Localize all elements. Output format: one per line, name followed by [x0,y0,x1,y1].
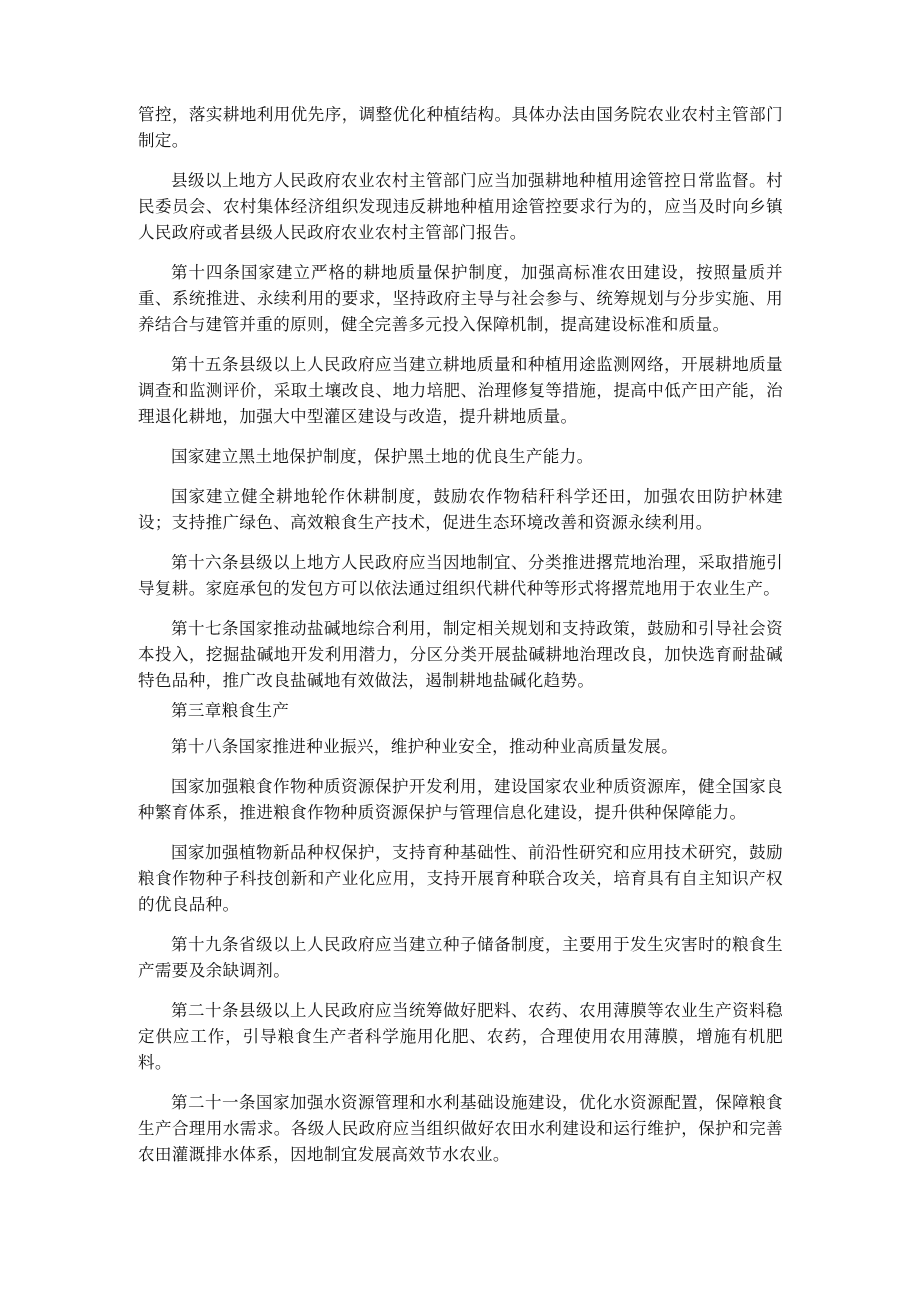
article-17: 第十七条国家推动盐碱地综合利用，制定相关规划和支持政策，鼓励和引导社会资本投入，挖掘盐碱地开发利用潜力，分区分类开展盐碱耕地治理改良，加快选育耐盐碱特色品种，推广改良盐碱地有效做法，遏制耕地盐碱化趋势。 [138,619,783,690]
paragraph: 国家建立黑土地保护制度，保护黑土地的优良生产能力。 [171,447,594,466]
paragraph: 国家加强植物新品种权保护，支持育种基础性、前沿性研究和应用技术研究，鼓励粮食作物种子科技创新和产业化应用，支持开展育种联合攻关，培育具有自主知识产权的优良品种。 [138,843,783,914]
paragraph: 县级以上地方人民政府农业农村主管部门应当加强耕地种植用途管控日常监督。村民委员会、农村集体经济组织发现违反耕地种植用途管控要求行为的，应当及时向乡镇人民政府或者县级人民政府农业农村主管部门报告。 [138,171,783,242]
article-19: 第十九条省级以上人民政府应当建立种子储备制度，主要用于发生灾害时的粮食生产需要及余缺调剂。 [138,935,783,980]
paragraph: 国家加强粮食作物种质资源保护开发利用，建设国家农业种质资源库，健全国家良种繁育体系，推进粮食作物种质资源保护与管理信息化建设，提升供种保障能力。 [138,777,783,822]
article-18: 第十八条国家推进种业振兴，维护种业安全，推动种业高质量发展。 [171,737,678,756]
article-14: 第十四条国家建立严格的耕地质量保护制度，加强高标准农田建设，按照量质并重、系统推进、永续利用的要求，坚持政府主导与社会参与、统筹规划与分步实施、用养结合与建管并重的原则，健全完善多元投入保障机制，提高建设标准和质量。 [138,263,783,334]
article-21: 第二十一条国家加强水资源管理和水利基础设施建设，优化水资源配置，保障粮食生产合理用水需求。各级人民政府应当组织做好农田水利建设和运行维护，保护和完善农田灌溉排水体系，因地制宜发展高效节水农业。 [138,1093,783,1164]
chapter-heading: 第三章粮食生产 [171,701,290,720]
article-15: 第十五条县级以上人民政府应当建立耕地质量和种植用途监测网络，开展耕地质量调查和监测评价，采取土壤改良、地力培肥、治理修复等措施，提高中低产田产能，治理退化耕地，加强大中型灌区建设与改造，提升耕地质量。 [138,355,783,426]
article-20: 第二十条县级以上人民政府应当统筹做好肥料、农药、农用薄膜等农业生产资料稳定供应工作，引导粮食生产者科学施用化肥、农药，合理使用农用薄膜，增施有机肥料。 [138,1001,783,1072]
paragraph-continuation: 管控，落实耕地利用优先序，调整优化种植结构。具体办法由国务院农业农村主管部门制定。 [138,105,783,150]
paragraph: 国家建立健全耕地轮作休耕制度，鼓励农作物秸秆科学还田，加强农田防护林建设；支持推广绿色、高效粮食生产技术，促进生态环境改善和资源永续利用。 [138,487,783,532]
document-body [138,102,783,1182]
article-16: 第十六条县级以上地方人民政府应当因地制宜、分类推进撂荒地治理，采取措施引导复耕。家庭承包的发包方可以依法通过组织代耕代种等形式将撂荒地用于农业生产。 [138,553,783,598]
